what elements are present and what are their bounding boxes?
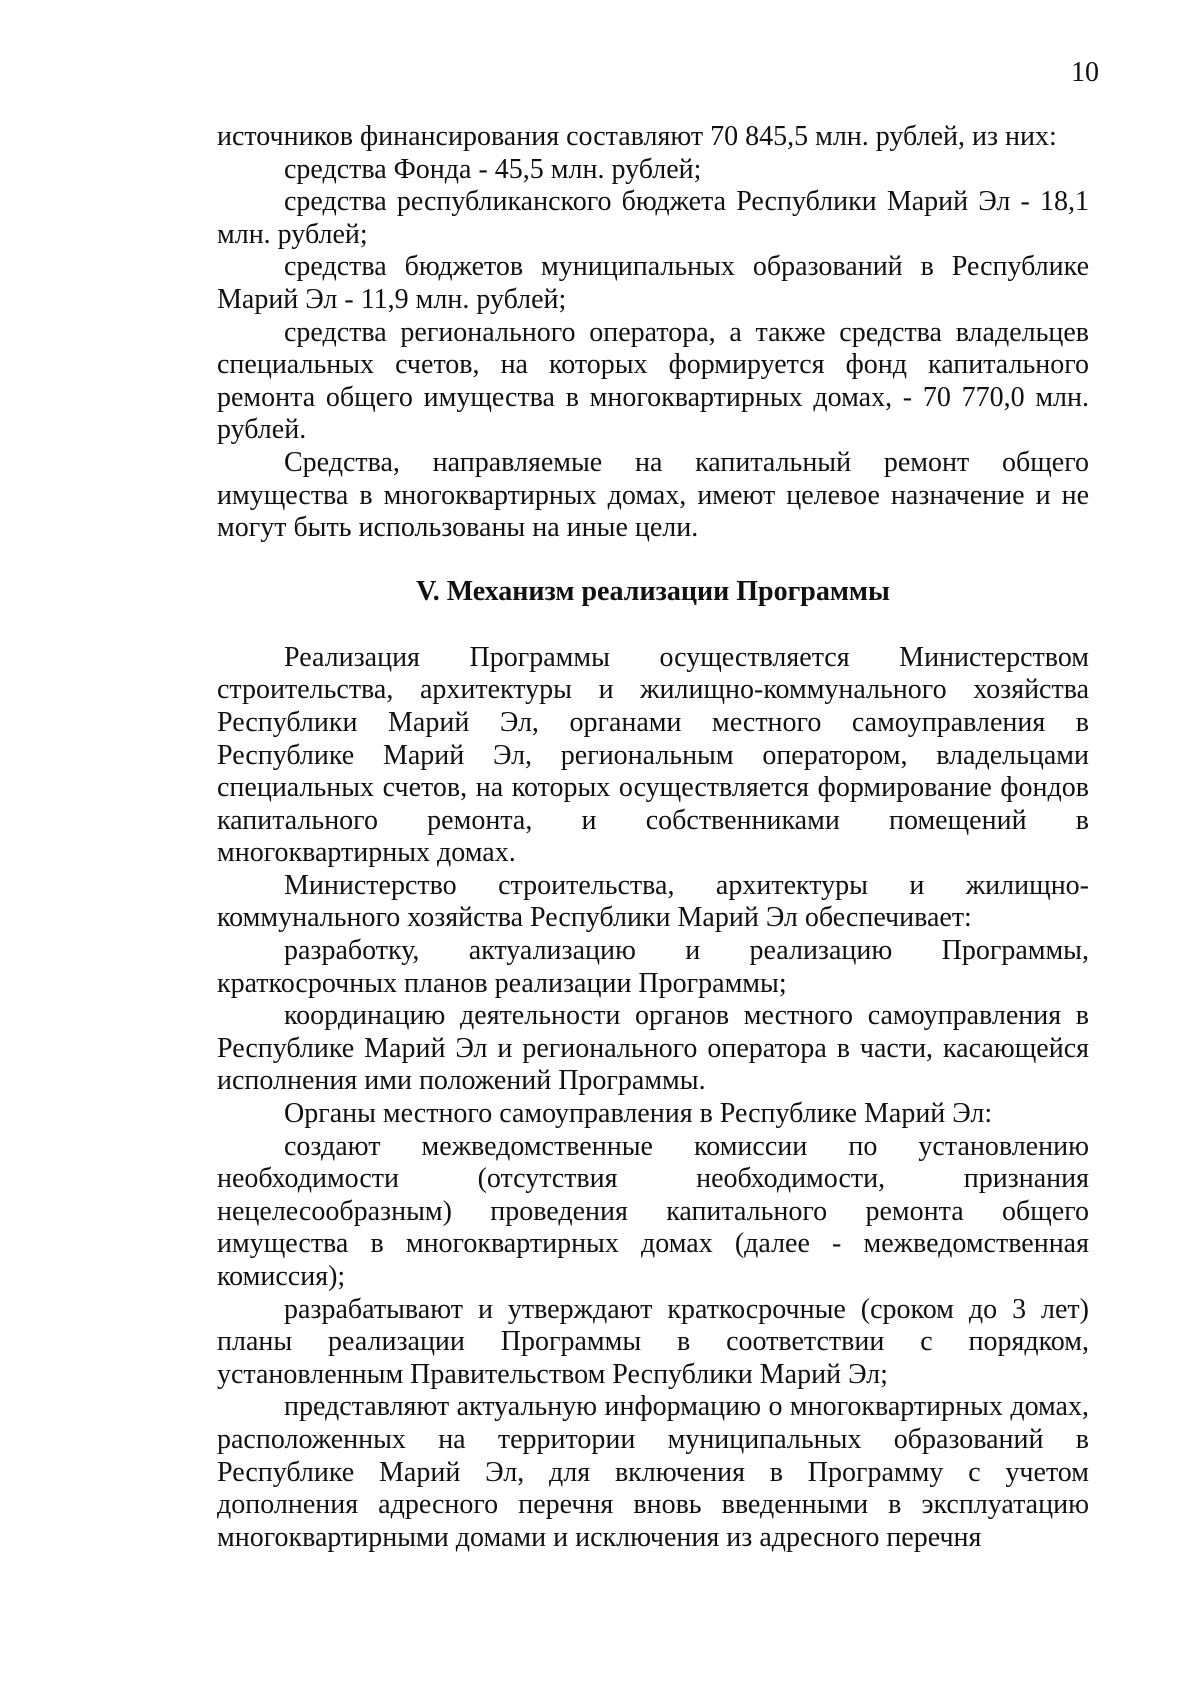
- funding-section: [217, 121, 1089, 545]
- paragraph: средства бюджетов муниципальных образований в Республике Марий Эл - 11,9 млн. рублей;: [217, 251, 1089, 315]
- page-number: 10: [1071, 57, 1099, 88]
- paragraph: источников финансирования составляют 70 845,5 млн. рублей, из них:: [217, 121, 1057, 152]
- paragraph: представляют актуальную информацию о многоквартирных домах, расположенных на территории муниципальных образований в Республике Марий Эл, для включения в Программу с учетом дополнения адресного перечня вновь введенными в эксплуатацию многоквартирными домами и исключения из адресного перечня: [217, 1391, 1089, 1553]
- paragraph: создают межведомственные комиссии по установлению необходимости (отсутствия необходимости, признания нецелесообразным) проведения капитального ремонта общего имущества в многоквартирных домах (далее - межведомственная комиссия);: [217, 1130, 1089, 1292]
- paragraph: средства Фонда - 45,5 млн. рублей;: [284, 153, 702, 185]
- document-body: [217, 121, 1089, 1554]
- paragraph: Средства, направляемые на капитальный ремонт общего имущества в многоквартирных домах, имеют целевое назначение и не могут быть использованы на иные цели.: [217, 446, 1089, 544]
- paragraph: средства республиканского бюджета Республики Марий Эл - 18,1 млн. рублей;: [217, 186, 1089, 250]
- paragraph: Реализация Программы осуществляется Министерством строительства, архитектуры и жилищно-коммунального хозяйства Республики Марий Эл, органами местного самоуправления в Республике Марий Эл, региональным оператором, владельцами специальных счетов, на которых осуществляется формирование фондов капитального ремонта, и собственниками помещений в многоквартирных домах.: [217, 641, 1089, 869]
- paragraph: координацию деятельности органов местного самоуправления в Республике Марий Эл и регионального оператора в части, касающейся исполнения ими положений Программы.: [217, 1000, 1089, 1097]
- paragraph: Министерство строительства, архитектуры и жилищно-коммунального хозяйства Республики Марий Эл обеспечивает:: [217, 869, 1089, 934]
- paragraph: разработку, актуализацию и реализацию Программы, краткосрочных планов реализации Программы;: [217, 935, 1089, 999]
- section-heading: V. Механизм реализации Программы: [416, 575, 890, 607]
- paragraph: средства регионального оператора, а также средства владельцев специальных счетов, на которых формируется фонд капитального ремонта общего имущества в многоквартирных домах, - 70 770,0 млн. рублей.: [217, 316, 1089, 446]
- paragraph: Органы местного самоуправления в Республике Марий Эл:: [284, 1098, 993, 1130]
- implementation-section: [217, 642, 1089, 1555]
- paragraph: разрабатывают и утверждают краткосрочные (сроком до 3 лет) планы реализации Программы в соответствии с порядком, установленным Правительством Республики Марий Эл;: [217, 1293, 1089, 1390]
